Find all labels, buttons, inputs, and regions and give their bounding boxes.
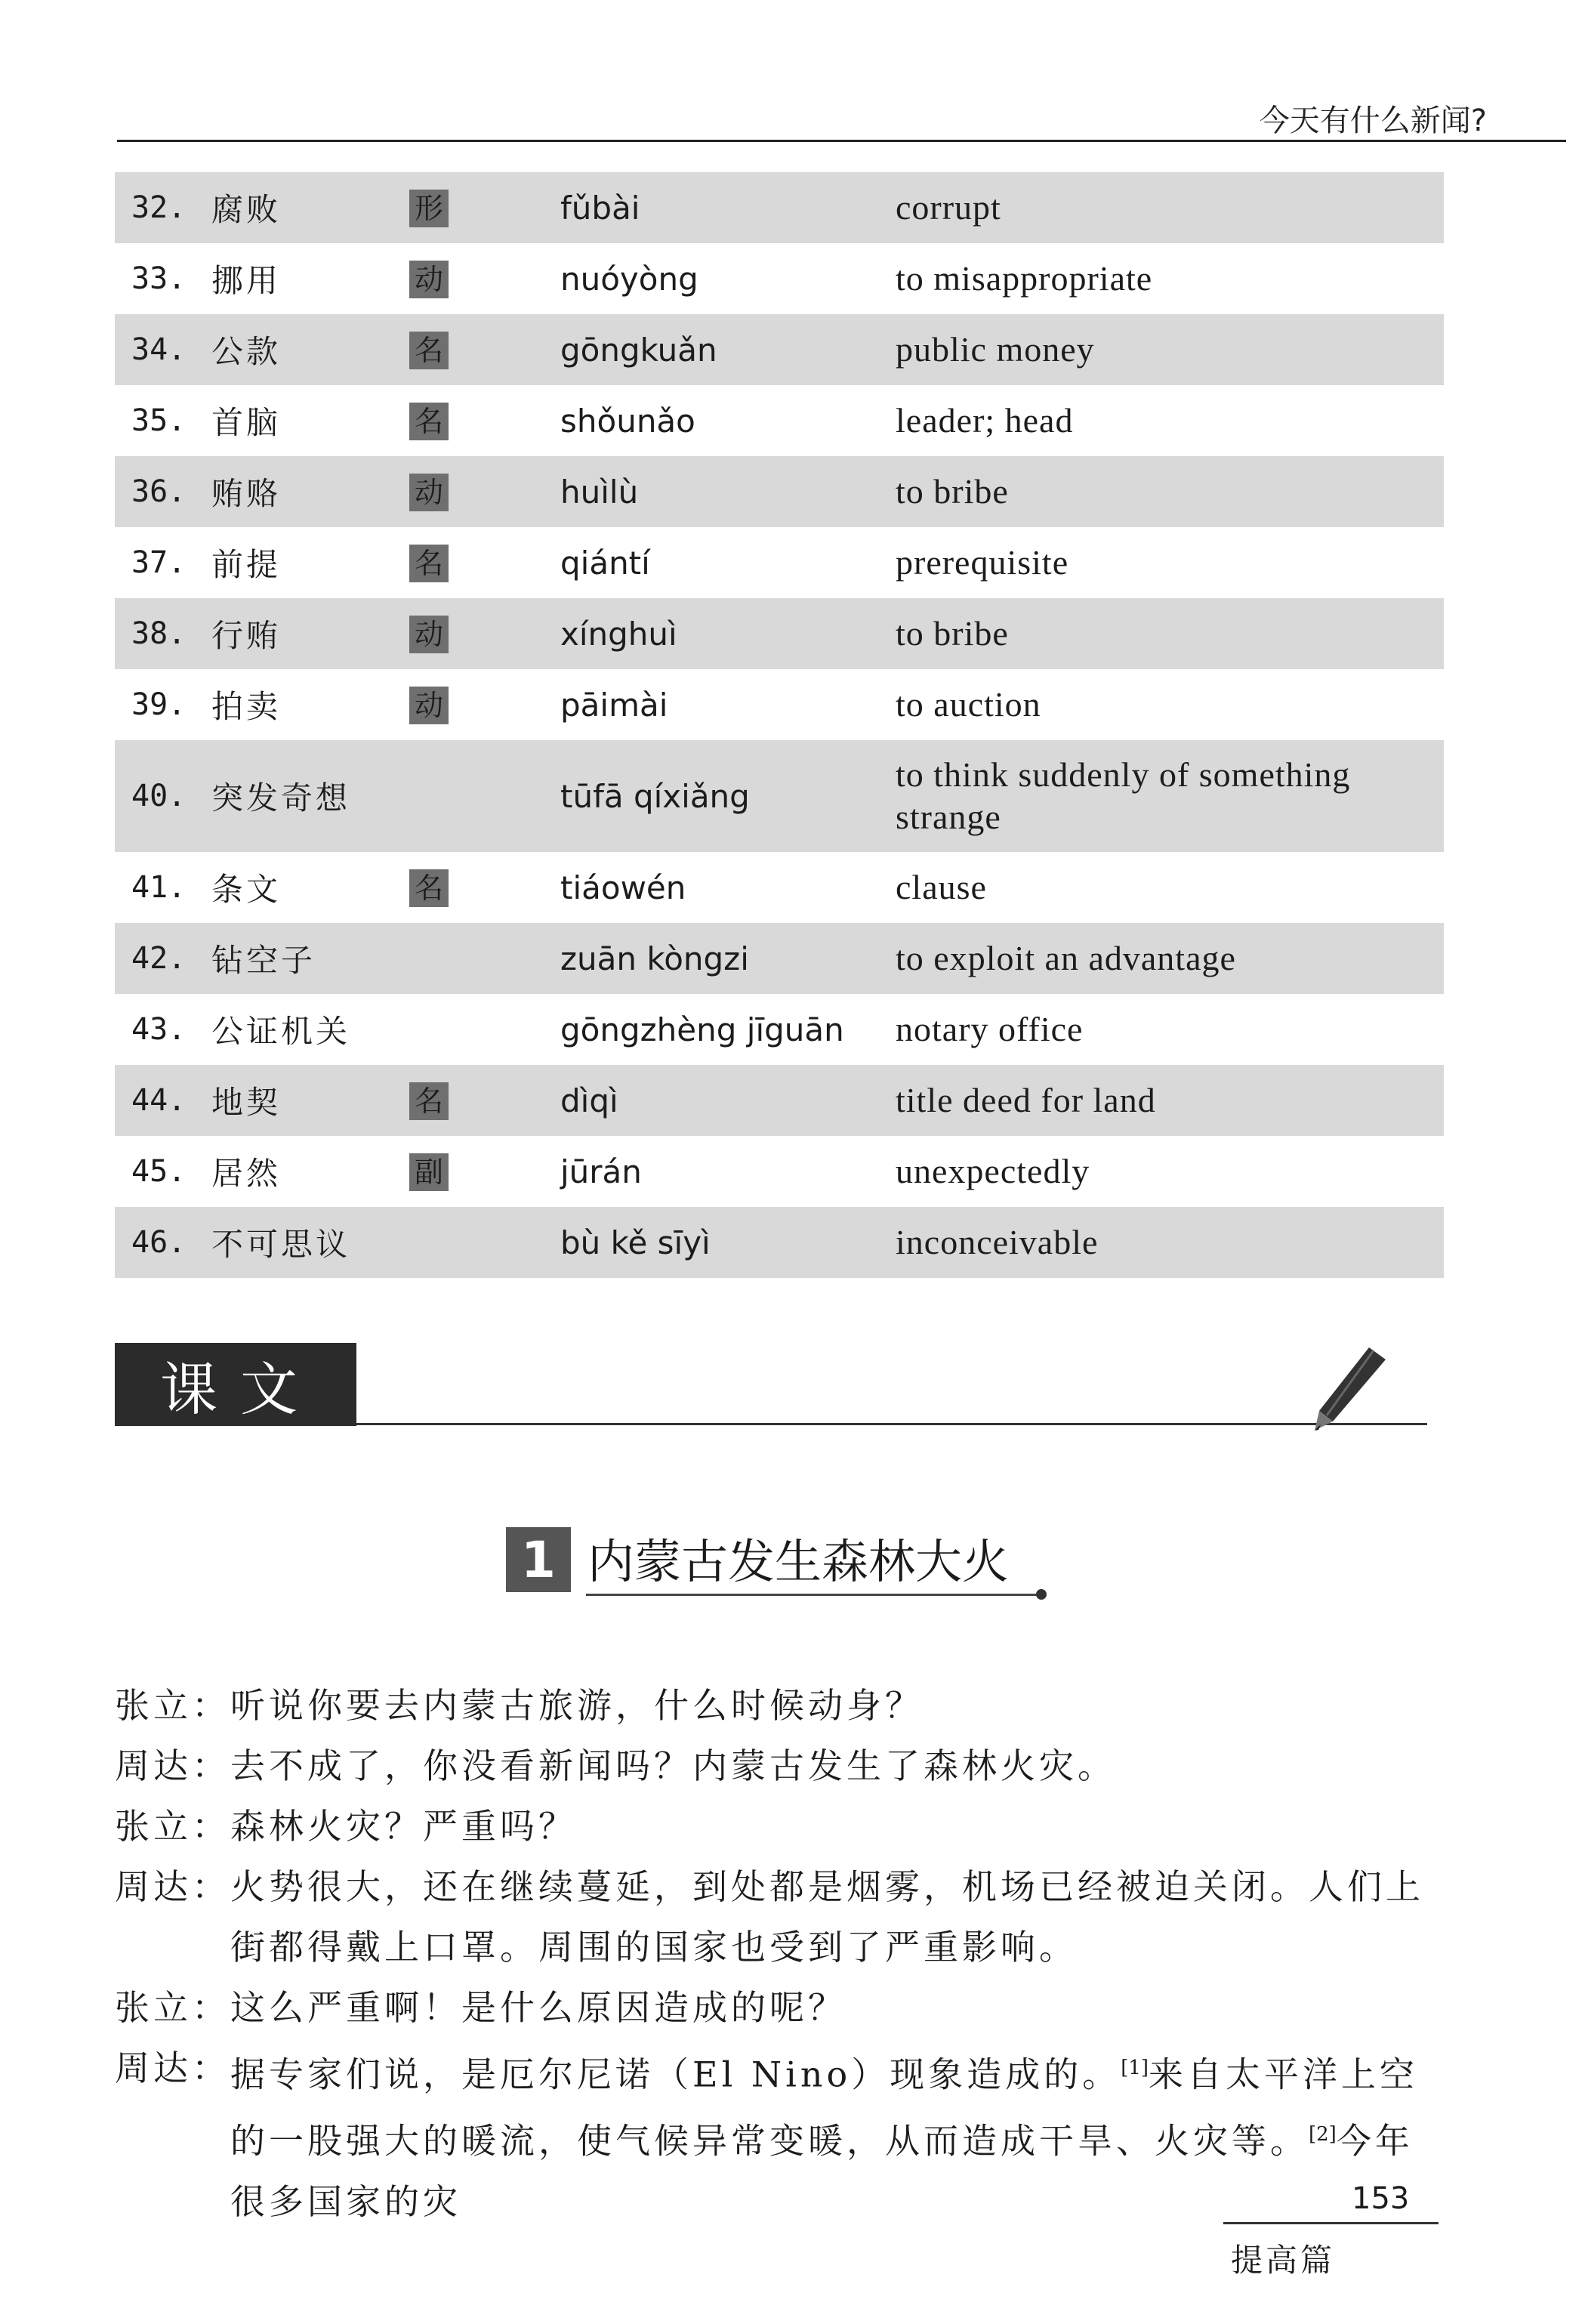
- vocab-pos: [409, 402, 560, 440]
- vocab-pos: [409, 189, 560, 227]
- vocab-english: notary office: [896, 1010, 1084, 1048]
- speaker: 周达：: [115, 1745, 230, 1786]
- header-rule: [117, 140, 1566, 142]
- vocab-pinyin: tūfā qíxiǎng: [560, 777, 750, 815]
- vocab-word: 居然: [211, 1155, 282, 1192]
- vocab-word: 贿赂: [211, 475, 282, 512]
- dialogue-line: [115, 1796, 1444, 1856]
- vocab-word: 前提: [211, 546, 282, 583]
- vocab-number: 44.: [131, 1083, 187, 1118]
- speaker: 张立：: [115, 1685, 230, 1726]
- speech-part: 据专家们说，是厄尔尼诺（El Nino）现象造成的。: [230, 2054, 1121, 2095]
- vocab-pinyin: jūrán: [560, 1153, 642, 1190]
- vocab-number: 38.: [131, 616, 187, 651]
- vocab-english: unexpectedly: [896, 1152, 1090, 1190]
- vocab-word: 公款: [211, 333, 282, 370]
- speech: 听说你要去内蒙古旅游，什么时候动身？: [230, 1685, 924, 1726]
- lesson-underline: [586, 1594, 1039, 1596]
- lesson-title-text: 内蒙古发生森林大火: [587, 1533, 1010, 1589]
- vocab-english: to bribe: [896, 614, 1009, 653]
- vocab-row: [115, 994, 1444, 1065]
- vocab-row: [115, 669, 1444, 740]
- lesson-dot: [1036, 1589, 1047, 1600]
- vocab-pinyin: tiáowén: [560, 869, 686, 906]
- vocab-number: 35.: [131, 403, 187, 438]
- pos-badge: 动: [409, 261, 449, 298]
- vocab-row: [115, 923, 1444, 994]
- speech: 火势很大，还在继续蔓延，到处都是烟雾，机场已经被迫关闭。人们上街都得戴上口罩。周围的国家也受到了严重影响。: [230, 1866, 1424, 1968]
- pos-badge: 副: [409, 1153, 449, 1191]
- running-title: 今天有什么新闻?: [1259, 103, 1487, 138]
- section-rule: [356, 1423, 1427, 1425]
- vocab-number: 36.: [131, 474, 187, 509]
- vocab-row: [115, 852, 1444, 923]
- speech-part: 来自太平洋上空的一股强大的暖流，使气候异常变暖，从而造成干旱、火灾等。: [230, 2054, 1419, 2162]
- vocab-english: prerequisite: [896, 543, 1069, 582]
- pos-badge: 动: [409, 687, 449, 724]
- vocab-english: to auction: [896, 685, 1041, 724]
- vocab-number: 43.: [131, 1012, 187, 1047]
- speaker: 周达：: [115, 1866, 230, 1907]
- vocab-word: 首脑: [211, 404, 282, 441]
- pos-badge: 名: [409, 403, 449, 440]
- vocab-word: 地契: [211, 1084, 282, 1121]
- vocab-pinyin: pāimài: [560, 686, 668, 724]
- speech: 去不成了，你没看新闻吗？内蒙古发生了森林火灾。: [230, 1745, 1116, 1786]
- pos-badge: 名: [409, 332, 449, 369]
- vocab-row: [115, 385, 1444, 456]
- speech-part: 今年很多国家的灾: [230, 2120, 1414, 2222]
- vocab-pos: [409, 1153, 560, 1191]
- dialogue: [115, 1675, 1444, 2232]
- vocab-row: [115, 456, 1444, 527]
- vocab-word: 行贿: [211, 617, 282, 654]
- vocab-pinyin: fǔbài: [560, 189, 640, 227]
- vocab-row: [115, 1207, 1444, 1278]
- pos-badge: 名: [409, 545, 449, 582]
- vocab-word: 腐败: [211, 191, 282, 228]
- vocab-row: [115, 172, 1444, 243]
- vocab-pinyin: bù kě sīyì: [560, 1224, 711, 1261]
- vocab-pos: [409, 615, 560, 653]
- vocab-row: [115, 598, 1444, 669]
- vocab-number: 40.: [131, 779, 187, 813]
- pos-badge: 名: [409, 1082, 449, 1120]
- dialogue-line: [115, 1675, 1444, 1736]
- vocab-number: 39.: [131, 687, 187, 722]
- vocab-english: to misappropriate: [896, 259, 1153, 298]
- speaker: 周达：: [115, 2048, 230, 2088]
- footnote-ref: [2]: [1309, 2123, 1337, 2147]
- vocab-row: [115, 243, 1444, 314]
- speaker: 张立：: [115, 1806, 230, 1847]
- vocab-pinyin: zuān kòngzi: [560, 940, 749, 977]
- vocab-row: [115, 527, 1444, 598]
- speech: [230, 2038, 1444, 2232]
- vocab-row: [115, 314, 1444, 385]
- vocab-number: 41.: [131, 870, 187, 905]
- vocab-row: [115, 1065, 1444, 1136]
- vocab-pinyin: gōngkuǎn: [560, 331, 717, 369]
- lesson-number: 1: [506, 1527, 571, 1592]
- vocab-row: [115, 740, 1444, 852]
- vocab-number: 32.: [131, 190, 187, 225]
- vocab-english: leader; head: [896, 401, 1074, 440]
- vocab-pinyin: dìqì: [560, 1082, 618, 1119]
- vocab-pos: [409, 869, 560, 907]
- pencil-icon: [1310, 1343, 1393, 1434]
- vocab-number: 46.: [131, 1225, 187, 1260]
- footnote-ref: [1]: [1121, 2057, 1149, 2079]
- vocab-word: 不可思议: [211, 1226, 351, 1263]
- footer-label: 提高篇: [1231, 2242, 1336, 2279]
- pos-badge: 名: [409, 869, 449, 907]
- vocab-word: 钻空子: [211, 942, 316, 979]
- speech: 这么严重啊！是什么原因造成的呢？: [230, 1987, 846, 2028]
- speaker: 张立：: [115, 1987, 230, 2028]
- dialogue-line: [115, 1977, 1444, 2038]
- vocab-word: 拍卖: [211, 688, 282, 725]
- vocab-english: public money: [896, 330, 1095, 369]
- lesson-title: [506, 1526, 1009, 1594]
- vocab-pinyin: huìlù: [560, 473, 639, 511]
- pos-badge: 动: [409, 474, 449, 511]
- vocab-english: to exploit an advantage: [896, 939, 1236, 977]
- dialogue-line: [115, 2038, 1444, 2232]
- vocab-pos: [409, 544, 560, 582]
- vocab-number: 37.: [131, 545, 187, 580]
- vocab-pinyin: qiántí: [560, 544, 650, 582]
- vocab-english: title deed for land: [896, 1081, 1156, 1119]
- vocab-number: 45.: [131, 1154, 187, 1189]
- footer-rule: [1223, 2222, 1439, 2224]
- vocab-pos: [409, 686, 560, 724]
- vocab-table: [115, 172, 1444, 1278]
- vocab-pinyin: nuóyòng: [560, 260, 698, 298]
- vocab-pos: [409, 331, 560, 369]
- vocab-english: clause: [896, 868, 987, 906]
- vocab-english: to think suddenly of something strange: [896, 755, 1351, 836]
- section-heading: 课文: [115, 1343, 356, 1426]
- pos-badge: 动: [409, 616, 449, 653]
- page-number: 153: [1352, 2181, 1410, 2216]
- vocab-word: 条文: [211, 871, 282, 908]
- vocab-word: 公证机关: [211, 1013, 351, 1050]
- vocab-english: inconceivable: [896, 1223, 1099, 1261]
- vocab-pinyin: shǒunǎo: [560, 402, 695, 440]
- speech: 森林火灾？严重吗？: [230, 1806, 577, 1847]
- pos-badge: 形: [409, 190, 449, 227]
- dialogue-line: [115, 1736, 1444, 1796]
- vocab-number: 42.: [131, 941, 187, 976]
- vocab-pinyin: gōngzhèng jīguān: [560, 1011, 844, 1048]
- vocab-word: 突发奇想: [211, 779, 351, 816]
- vocab-pos: [409, 1082, 560, 1120]
- dialogue-line: [115, 1856, 1444, 1977]
- vocab-english: to bribe: [896, 472, 1009, 511]
- vocab-pos: [409, 260, 560, 298]
- vocab-english: corrupt: [896, 188, 1001, 227]
- vocab-number: 34.: [131, 332, 187, 367]
- vocab-number: 33.: [131, 261, 187, 296]
- vocab-pos: [409, 473, 560, 511]
- vocab-word: 挪用: [211, 262, 282, 299]
- vocab-pinyin: xínghuì: [560, 615, 677, 653]
- vocab-row: [115, 1136, 1444, 1207]
